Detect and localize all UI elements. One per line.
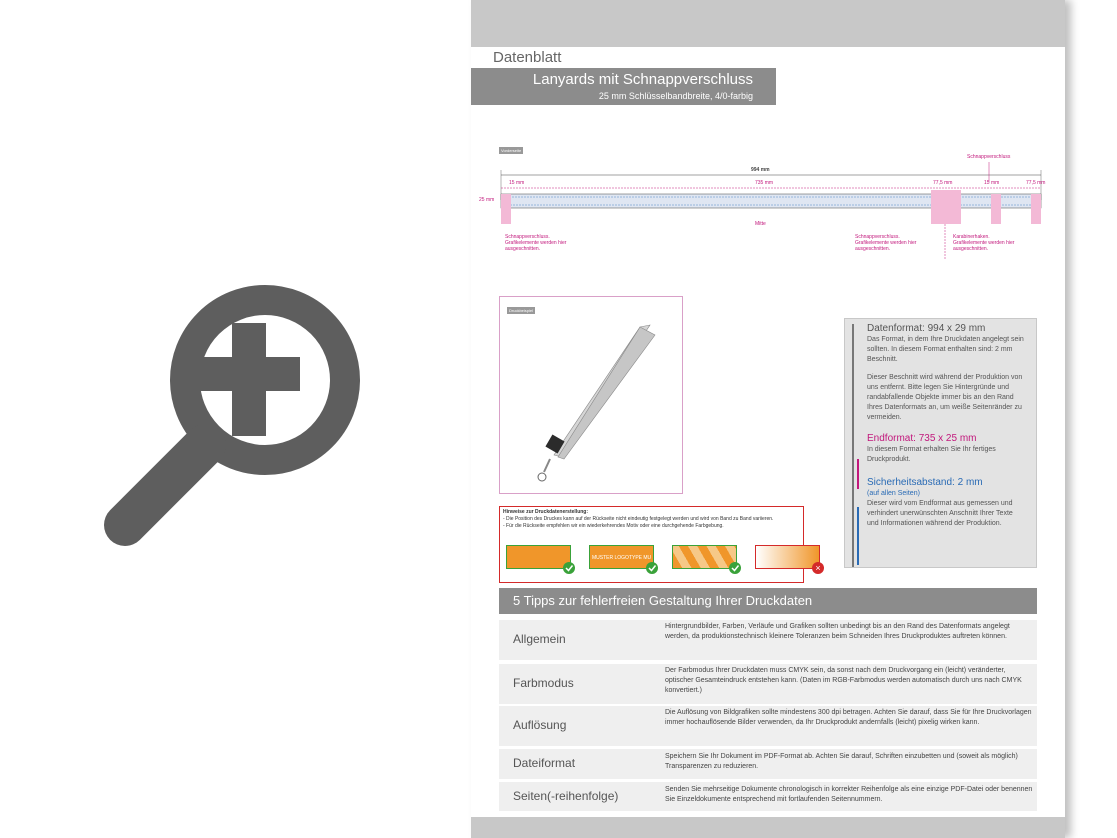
tip-name: Dateiformat [513,756,576,770]
end-dim-label: 77,5 mm [1026,180,1046,186]
check-icon [729,562,741,574]
check-icon [646,562,658,574]
end-format-marker [857,459,859,489]
tip-text: Hintergrundbilder, Farben, Verläufe und Grafiken sollten unbedingt bis an den Rand des Datenformats angelegt werden, da produktionstechnisch kleinere Toleranzen beim Schneiden Ihres Druckproduktes auftreten können. [665,623,1010,640]
safe-zone-marker [857,507,859,565]
total-width-label: 994 mm [751,167,770,173]
front-side-label: Vorderseite [501,148,522,153]
tip-row [499,664,1037,704]
page-title: Lanyards mit Schnappverschluss [532,71,753,88]
tip-name: Seiten(-reihenfolge) [513,789,619,803]
height-dim-label: 25 mm [479,197,495,203]
print-notes-box [499,506,821,583]
info-left-bar [852,324,854,567]
tip-row [499,706,1037,746]
note-mid: Schnappverschluss. Grafikelemente werden hier ausgeschnitten. [855,234,917,252]
end-format-title: Endformat: 735 x 25 mm [867,433,977,444]
left-dim-label: 15 mm [509,180,525,186]
tip-name: Farbmodus [513,676,574,690]
safe-zone-subtitle: (auf allen Seiten) [867,490,920,497]
right-dim-label: 15 mm [984,180,1000,186]
lanyard-illustration [500,297,684,495]
doc-type-tag: Datenblatt [471,47,591,68]
bleed-text: Dieser Beschnitt wird während der Produktion von uns entfernt. Bitte legen Sie Hintergründe und randabfallende Objekte immer bis an den Rand Ihres Datenformats an, um weiße Seitenränder zu vermeiden. [867,374,1023,421]
safe-zone-text: Dieser wird vom Endformat aus gemessen und verhindert unerwünschten Anschnitt Ihrer Texte und Informationen während der Produktion. [867,500,1013,527]
cross-icon: × [812,562,824,574]
page-top-band [471,0,1065,47]
data-format-title: Datenformat: 994 x 29 mm [867,323,986,334]
note-right: Karabinerhaken. Grafikelemente werden hier ausgeschnitten. [953,234,1015,252]
check-icon [563,562,575,574]
print-example-label: Druckbeispiel [509,308,534,313]
notes-title: Hinweise zur Druckdatenerstellung: [503,509,589,515]
data-format-text: Das Format, in dem Ihre Druckdaten angelegt sein sollten. In diesem Format enthalten sind: 2 mm Beschnitt. [867,336,1024,363]
swatch-text: MUSTER LOGOTYPE MU [589,545,654,569]
safe-zone-title: Sicherheitsabstand: 2 mm [867,477,983,488]
tip-row [499,749,1037,779]
swatch-status-icons [500,561,800,575]
page-subtitle: 25 mm Schlüsselbandbreite, 4/0-farbig [598,91,753,101]
main-dim-label: 735 mm [755,180,774,186]
tip-text: Der Farbmodus Ihrer Druckdaten muss CMYK sein, da sonst nach dem Druckvorgang ein (leicht) veränderter, optischer Gesamteindruck entstehen kann. (Daten im RGB-Farbmodus werden automatisch durch uns nach CMYK konvertiert.) [665,667,1022,694]
technical-drawing [479,142,1059,267]
tip-text: Die Auflösung von Bildgrafiken sollte mindestens 300 dpi betragen. Achten Sie darauf, dass Sie für Ihre Druckvorlagen immer hochauflösende Bilder verwenden, da Ihr Druckprodukt andernfalls (leicht) pixelig wirken kann. [665,709,1032,726]
tip-row [499,620,1037,660]
tip-text: Senden Sie mehrseitige Dokumente chronologisch in korrekter Reihenfolge als eine einzige PDF-Datei oder benennen Sie Einzeldokumente entsprechend mit fortlaufenden Seitennummern. [665,786,1033,803]
end-format-text: In diesem Format erhalten Sie Ihr fertiges Druckprodukt. [867,446,996,463]
center-label: Mitte [755,221,766,227]
page-bottom-band [471,817,1065,838]
snap-label: Schnappverschluss [967,154,1011,160]
tip-name: Auflösung [513,718,567,732]
notes-item: - Die Position des Druckes kann auf der Rückseite nicht eindeutig festgelegt werden und wird von Band zu Band variieren. [503,516,774,522]
tips-header: 5 Tipps zur fehlerfreien Gestaltung Ihrer Druckdaten [499,588,1037,614]
title-bar [471,68,776,105]
mid-dim-label: 77,5 mm [933,180,953,186]
print-example-box [499,296,683,494]
tip-row [499,782,1037,811]
format-info-box [844,318,1037,568]
zoom-in-icon[interactable] [100,250,360,550]
tip-name: Allgemein [513,632,566,646]
datasheet-page [471,0,1065,838]
note-left: Schnappverschluss. Grafikelemente werden hier ausgeschnitten. [505,234,567,252]
tip-text: Speichern Sie Ihr Dokument im PDF-Format ab. Achten Sie darauf, Schriften einzubetten und (soweit als möglich) Transparenzen zu reduzieren. [665,753,1018,770]
notes-item: - Für die Rückseite empfehlen wir ein wiederkehrendes Motiv oder eine durchgehende Farbgebung. [503,523,724,529]
